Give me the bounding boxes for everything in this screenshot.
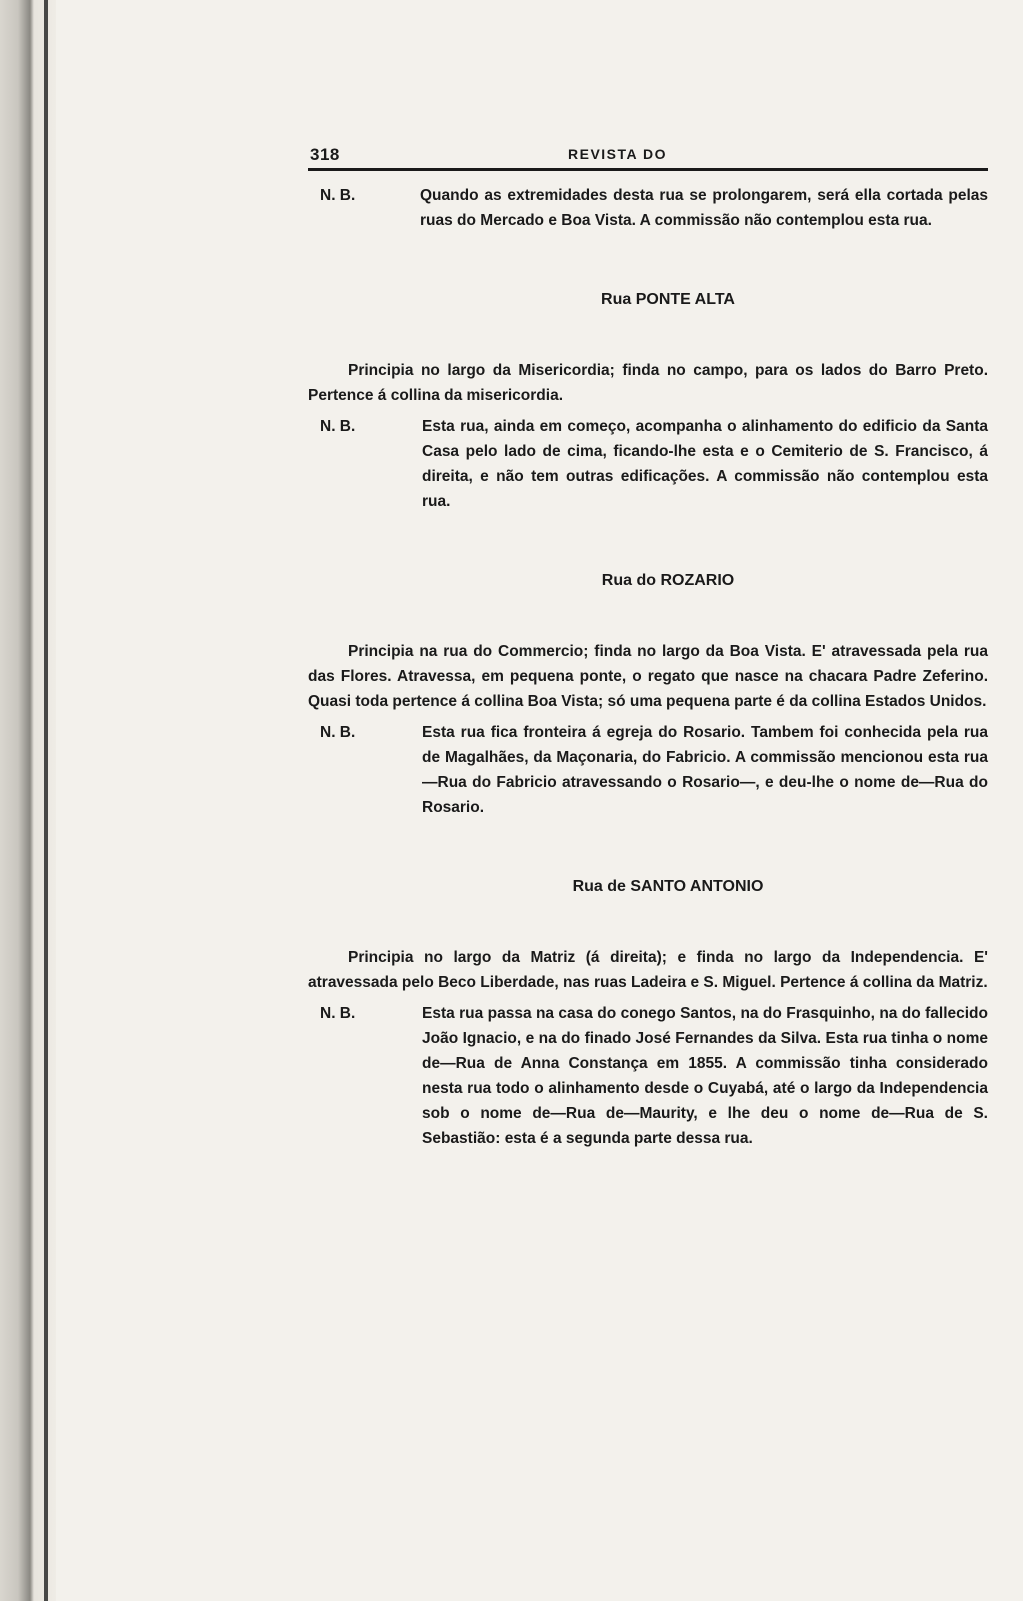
book-gutter-line [44,0,48,1601]
note-block [308,720,988,820]
note-text: Esta rua passa na casa do conego Santos, na do Frasquinho, na do fallecido João Ignacio, e na do finado José Fernandes da Silva. Esta rua tinha o nome de—Rua de Anna Constança em 1855. A commissão tinha considerado nesta rua todo o alinhamento desde o Cuyabá, até o largo da Independencia sob o nome de—Rua de—Maurity, e lhe deu o nome de—Rua de S. Sebastião: esta é a segunda parte dessa rua. [422,1005,988,1147]
note-text: Esta rua, ainda em começo, acompanha o alinhamento do edificio da Santa Casa pelo lado de cima, ficando-lhe esta e o Cemiterio de S. Francisco, á direita, e não tem outras edificações. A commissão não contemplou esta rua. [422,418,988,510]
document-page [308,136,988,1151]
note-block [308,1001,988,1151]
note-text: Quando as extremidades desta rua se prolongarem, será ella cortada pelas ruas do Mercado e Boa Vista. A commissão não contemplou esta rua. [420,187,988,229]
running-head: REVISTA DO [568,146,668,162]
page-number: 318 [310,145,340,164]
note-text: Esta rua fica fronteira á egreja do Rosario. Tambem foi conhecida pela rua de Magalhães, da Maçonaria, do Fabricio. A commissão mencionou esta rua—Rua do Fabricio atravessando o Rosario—, e deu-lhe o nome de—Rua do Rosario. [422,724,988,816]
note-label: N. B. [320,418,356,435]
street-description: Principia no largo da Misericordia; finda no campo, para os lados do Barro Preto. Pertence á collina da misericordia. [308,362,988,404]
note-block [308,414,988,514]
street-description: Principia na rua do Commercio; finda no largo da Boa Vista. E' atravessada pela rua das Flores. Atravessa, em pequena ponte, o regato que nasce na chacara Padre Zeferino. Quasi toda pertence á collina Boa Vista; só uma pequena parte é da collina Estados Unidos. [308,643,988,710]
street-heading: Rua de SANTO ANTONIO [572,878,764,895]
note-label: N. B. [320,187,356,204]
page-header [308,136,988,171]
note-label: N. B. [320,1005,356,1022]
note-label: N. B. [320,724,356,741]
street-description: Principia no largo da Matriz (á direita); e finda no largo da Independencia. E' atravessada pelo Beco Liberdade, nas ruas Ladeira e S. Miguel. Pertence á collina da Matriz. [308,949,988,991]
street-heading: Rua PONTE ALTA [601,291,735,308]
note-block [308,183,988,233]
street-heading: Rua do ROZARIO [601,572,735,589]
